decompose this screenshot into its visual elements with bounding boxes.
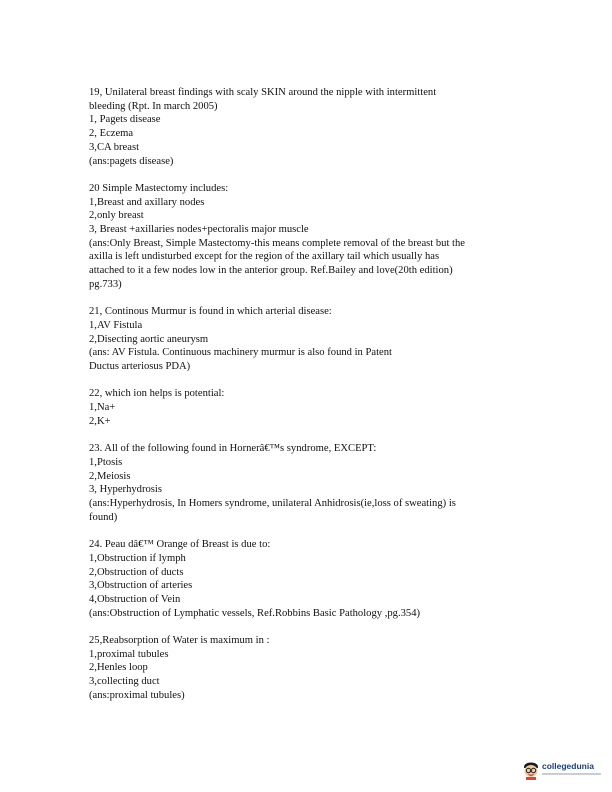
logo-wordmark: collegedunia [542,761,594,771]
question-line: 3,CA breast [89,141,140,153]
question-line: axilla is left undisturbed except for the region of the axillary tail which usually has [89,251,440,263]
question-line: 1,Obstruction if lymph [89,552,186,564]
question-line: 1,proximal tubules [89,648,169,660]
question-line: (ans:Only Breast, Simple Mastectomy-this means complete removal of the breast but the [89,237,465,249]
question-line: (ans:proximal tubules) [89,689,185,701]
question-line: 3, Hyperhydrosis [89,484,162,496]
question-line: 3,collecting duct [89,676,160,688]
question-line: 2,only breast [89,210,144,222]
question-line: 23. All of the following found in Hornerâ€™s syndrome, EXCEPT: [89,443,377,455]
question-block [89,305,521,374]
question-line: 3,Obstruction of arteries [89,580,193,592]
question-line: found) [89,511,118,523]
question-line: 25,Reabsorption of Water is maximum in : [89,635,270,647]
question-line: 20 Simple Mastectomy includes: [89,182,229,194]
question-line: Ductus arteriosus PDA) [89,361,191,373]
question-line: 24. Peau dâ€™ Orange of Breast is due to: [89,539,271,551]
question-line: 2,Obstruction of ducts [89,566,184,578]
logo-tagline-bar [542,773,601,775]
question-line: (ans:Obstruction of Lymphatic vessels, Ref.Robbins Basic Pathology ,pg.354) [89,607,421,619]
question-line: 2,Meiosis [89,470,131,482]
question-block [89,86,521,168]
question-line: 1,Ptosis [89,456,123,468]
question-line: 21, Continous Murmur is found in which arterial disease: [89,306,332,318]
question-list [89,86,521,716]
question-line: attached to it a few nodes low in the anterior group. Ref.Bailey and love(20th edition) [89,265,453,277]
question-line: 22, which ion helps is potential: [89,388,225,400]
question-block [89,442,521,524]
question-line: 2,Henles loop [89,662,148,674]
question-block [89,387,521,428]
question-line: 1,Na+ [89,402,116,414]
mascot-icon [521,758,541,780]
question-line: 2, Eczema [89,128,134,140]
question-line: bleeding (Rpt. In march 2005) [89,100,218,112]
question-block [89,634,521,703]
question-line: (ans:pagets disease) [89,155,174,167]
question-block [89,538,521,620]
question-block [89,182,521,292]
question-line: (ans:Hyperhydrosis, In Homers syndrome, unilateral Anhidrosis(ie,loss of sweating) is [89,498,456,510]
collegedunia-logo [521,757,601,783]
question-line: 1,Breast and axillary nodes [89,196,205,208]
question-line: 1, Pagets disease [89,114,161,126]
question-line: pg.733) [89,278,122,290]
question-line: 3, Breast +axillaries nodes+pectoralis major muscle [89,224,309,236]
question-line: (ans: AV Fistula. Continuous machinery murmur is also found in Patent [89,347,392,359]
question-line: 2,K+ [89,415,111,427]
question-line: 2,Disecting aortic aneurysm [89,333,209,345]
question-line: 4,Obstruction of Vein [89,593,181,605]
question-line: 19, Unilateral breast findings with scaly SKIN around the nipple with intermittent [89,87,437,98]
question-line: 1,AV Fistula [89,319,143,331]
